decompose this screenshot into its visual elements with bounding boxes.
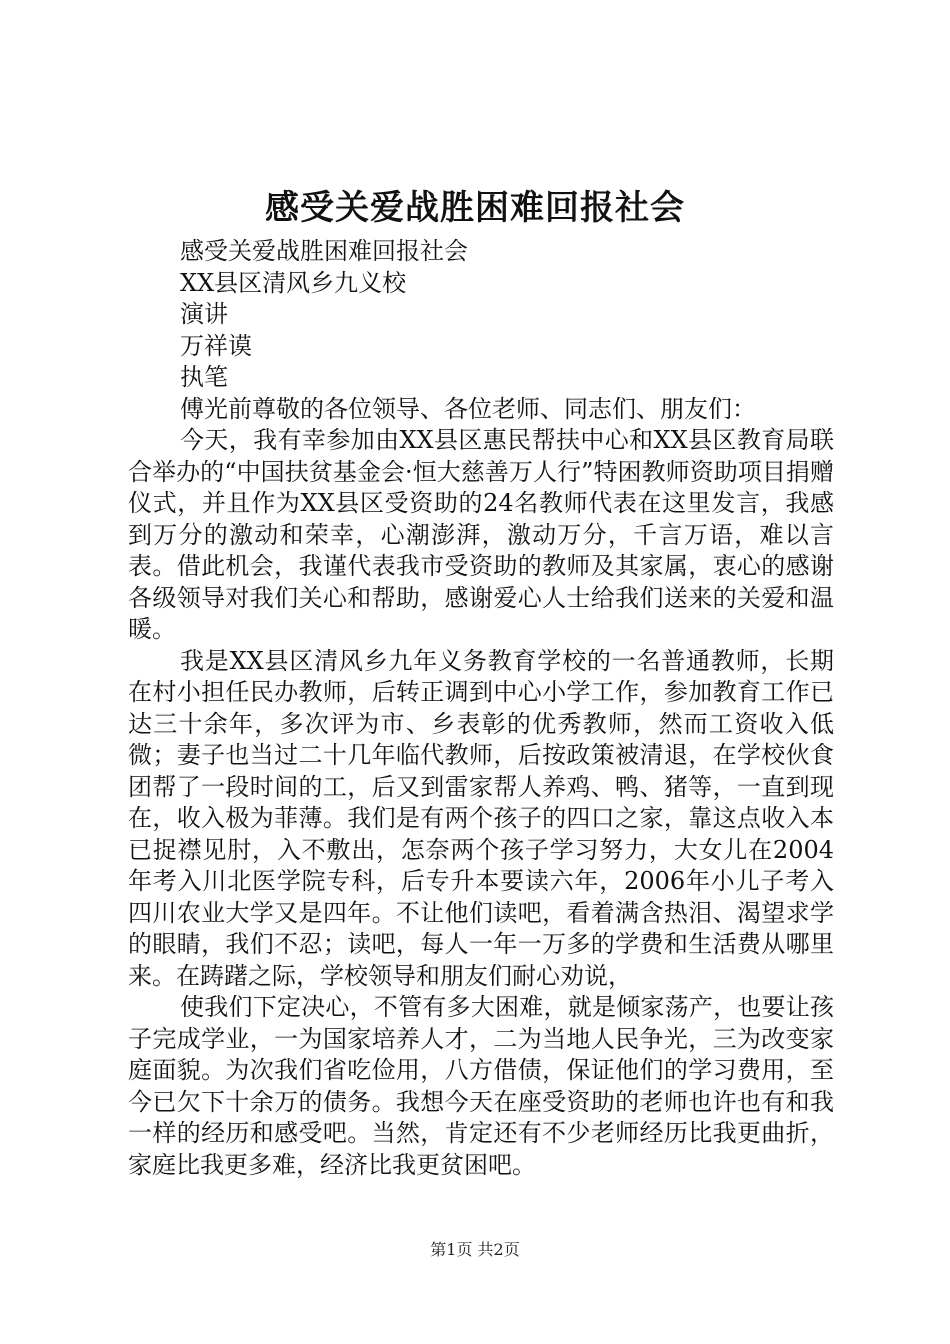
page-number-footer: 第1页 共2页 [430,1240,520,1259]
subtitle-line: 感受关爱战胜困难回报社会 [180,237,468,265]
paragraph-3: 使我们下定决心，不管有多大困难，就是倾家荡产，也要让孩子完成学业，一为国家培养人才，二为当地人民争光，三为改变家庭面貌。为次我们省吃俭用，八方借债，保证他们的学习费用，至今已欠下十余万的债务。我想今天在座受资助的老师也许也有和我一样的经历和感受吧。当然，肯定还有不少老师经历比我更曲折，家庭比我更多难，经济比我更贫困吧。 [128,993,834,1179]
writer-line: 执笔 [180,363,228,391]
document-body [128,236,834,1181]
school-line: XX县区清风乡九义校 [180,268,407,297]
document-title: 感受关爱战胜困难回报社会 [265,188,685,228]
paragraph-1: 今天，我有幸参加由XX县区惠民帮扶中心和XX县区教育局联合举办的“中国扶贫基金会·恒大慈善万人行”特困教师资助项目捐赠仪式，并且作为XX县区受资助的24名教师代表在这里发言，我感到万分的激动和荣幸，心潮澎湃，激动万分，千言万语，难以言表。借此机会，我谨代表我市受资助的教师及其家属，衷心的感谢各级领导对我们关心和帮助，感谢爱心人士给我们送来的关爱和温暖。 [128,426,834,643]
speech-line: 演讲 [180,300,228,328]
speaker-line: 万祥谟 [180,331,252,360]
paragraph-2: 我是XX县区清风乡九年义务教育学校的一名普通教师，长期在村小担任民办教师，后转正调到中心小学工作，参加教育工作已达三十余年，多次评为市、乡表彰的优秀教师，然而工资收入低微；妻子也当过二十几年临代教师，后按政策被清退，在学校伙食团帮了一段时间的工，后又到雷家帮人养鸡、鸭、猪等，一直到现在，收入极为菲薄。我们是有两个孩子的四口之家，靠这点收入本已捉襟见肘，入不敷出，怎奈两个孩子学习努力，大女儿在2004年考入川北医学院专科，后专升本要读六年，2006年小儿子考入四川农业大学又是四年。不让他们读吧，看着满含热泪、渴望求学的眼睛，我们不忍；读吧，每人一年一万多的学费和生活费从哪里来。在踌躇之际，学校领导和朋友们耐心劝说， [128,646,834,990]
salutation-line: 傅光前尊敬的各位领导、各位老师、同志们、朋友们： [180,394,756,423]
